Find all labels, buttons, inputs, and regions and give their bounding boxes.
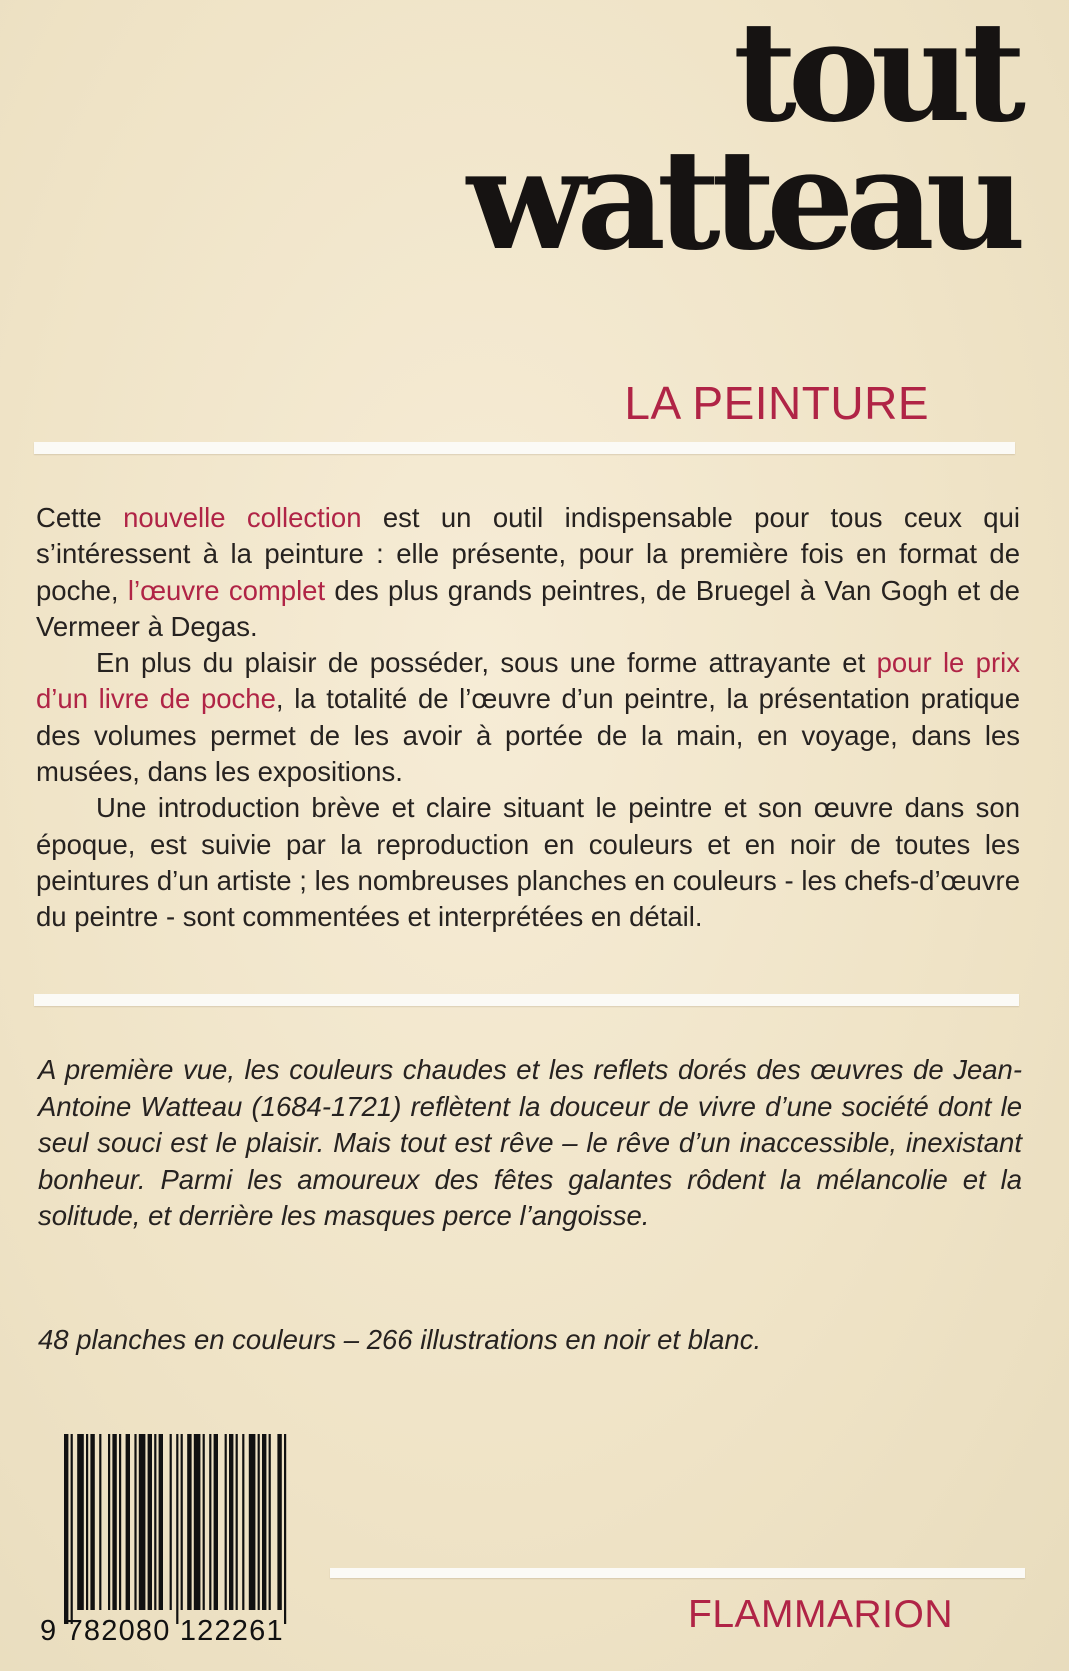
intro-p2-text-b: , la totalité de l’œuvre d’un peintre, la présentation pratique des volumes permet de les avoir à portée de la main, en voyage, dans les musées, dans les expositions.	[36, 683, 1020, 788]
collection-name: LA PEINTURE	[624, 377, 929, 429]
intro-p1-highlight-b: l’œuvre complet	[127, 574, 326, 606]
divider-bottom	[330, 1568, 1025, 1578]
barcode-bar	[203, 1434, 205, 1610]
title-line-1: tout	[733, 0, 1017, 153]
barcode-bar	[108, 1434, 110, 1610]
isbn-digits: 9 782080 122261	[40, 1615, 284, 1647]
illustration-count: 48 planches en couleurs – 266 illustrations en noir et blanc.	[38, 1324, 762, 1355]
collection-description	[36, 500, 1020, 936]
barcode-bar	[277, 1434, 281, 1610]
barcode-bar	[139, 1434, 146, 1610]
barcode-bar	[194, 1434, 201, 1610]
barcode-bar	[258, 1434, 260, 1610]
barcode-bar	[71, 1434, 73, 1624]
barcode-bar	[154, 1434, 156, 1610]
barcode-bar	[112, 1434, 116, 1610]
barcode-bar	[262, 1434, 266, 1610]
intro-paragraph-1	[36, 500, 1020, 645]
barcode-bar	[229, 1434, 233, 1610]
intro-p2-highlight: pour le prix d’un livre de poche	[36, 647, 1020, 715]
intro-p2-text-a: En plus du plaisir de posséder, sous une forme attrayante et	[96, 647, 877, 679]
publisher-name: FLAMMARION	[688, 1593, 954, 1636]
barcode-bar	[77, 1434, 84, 1610]
barcode-bar	[64, 1434, 68, 1624]
barcode-bar	[148, 1434, 152, 1610]
title-line-2: watteau	[466, 118, 1017, 281]
barcode-bar	[126, 1434, 130, 1610]
book-blurb: A première vue, les couleurs chaudes et les reflets dorés des œuvres de Jean-Antoine Watteau (1684-1721) reflètent la douceur de vivre d’une société dont le seul souci est le plaisir. Mais tout est rêve – le rêve d’un inaccessible, inexistant bonheur. Parmi les amoureux des fêtes galantes rôdent la mélancolie et la solitude, et derrière les masques perce l’angoisse.	[38, 1054, 1022, 1231]
barcode-bar	[99, 1434, 101, 1610]
book-title	[417, 0, 1017, 281]
barcode-bar	[187, 1434, 191, 1610]
barcode-bar	[159, 1434, 163, 1610]
barcode-bar	[134, 1434, 136, 1610]
barcode-bar	[269, 1434, 271, 1610]
divider-middle	[34, 994, 1019, 1006]
intro-paragraph-3: Une introduction brève et claire situant le peintre et son œuvre dans son époque, est suivie par la reproduction en couleurs et en noir de toutes les peintures d’un artiste ; les nombreuses planches en couleurs - les chefs-d’œuvre du peintre - sont commentées et interprétées en détail.	[36, 792, 1020, 933]
barcode-bar	[181, 1434, 183, 1610]
barcode-bar	[170, 1434, 172, 1610]
intro-paragraph-2	[36, 645, 1020, 790]
barcode-bar	[249, 1434, 256, 1610]
barcode-bar	[225, 1434, 227, 1610]
barcode-bar	[242, 1434, 244, 1610]
intro-p1-text-c: des plus grands peintres, de Bruegel à Van Gogh et de Vermeer à Degas.	[36, 574, 1020, 642]
barcode-bar	[284, 1434, 286, 1624]
intro-p1-text-b: est un outil indispensable pour tous ceux qui s’intéressent à la peinture : elle présente, pour la première fois en format de poche,	[36, 502, 1020, 606]
barcode-bar	[214, 1434, 218, 1610]
barcode-bar	[209, 1434, 211, 1610]
barcode-bar	[90, 1434, 94, 1610]
intro-p1-highlight-a: nouvelle collection	[123, 502, 362, 533]
barcode-bars	[64, 1434, 354, 1624]
barcode-bar	[176, 1434, 178, 1624]
divider-top	[34, 442, 1015, 454]
barcode-bar	[86, 1434, 88, 1610]
isbn-barcode	[40, 1430, 340, 1652]
barcode-bar	[119, 1434, 121, 1610]
intro-p1-text-a: Cette	[36, 502, 124, 533]
barcode-bar	[236, 1434, 238, 1610]
